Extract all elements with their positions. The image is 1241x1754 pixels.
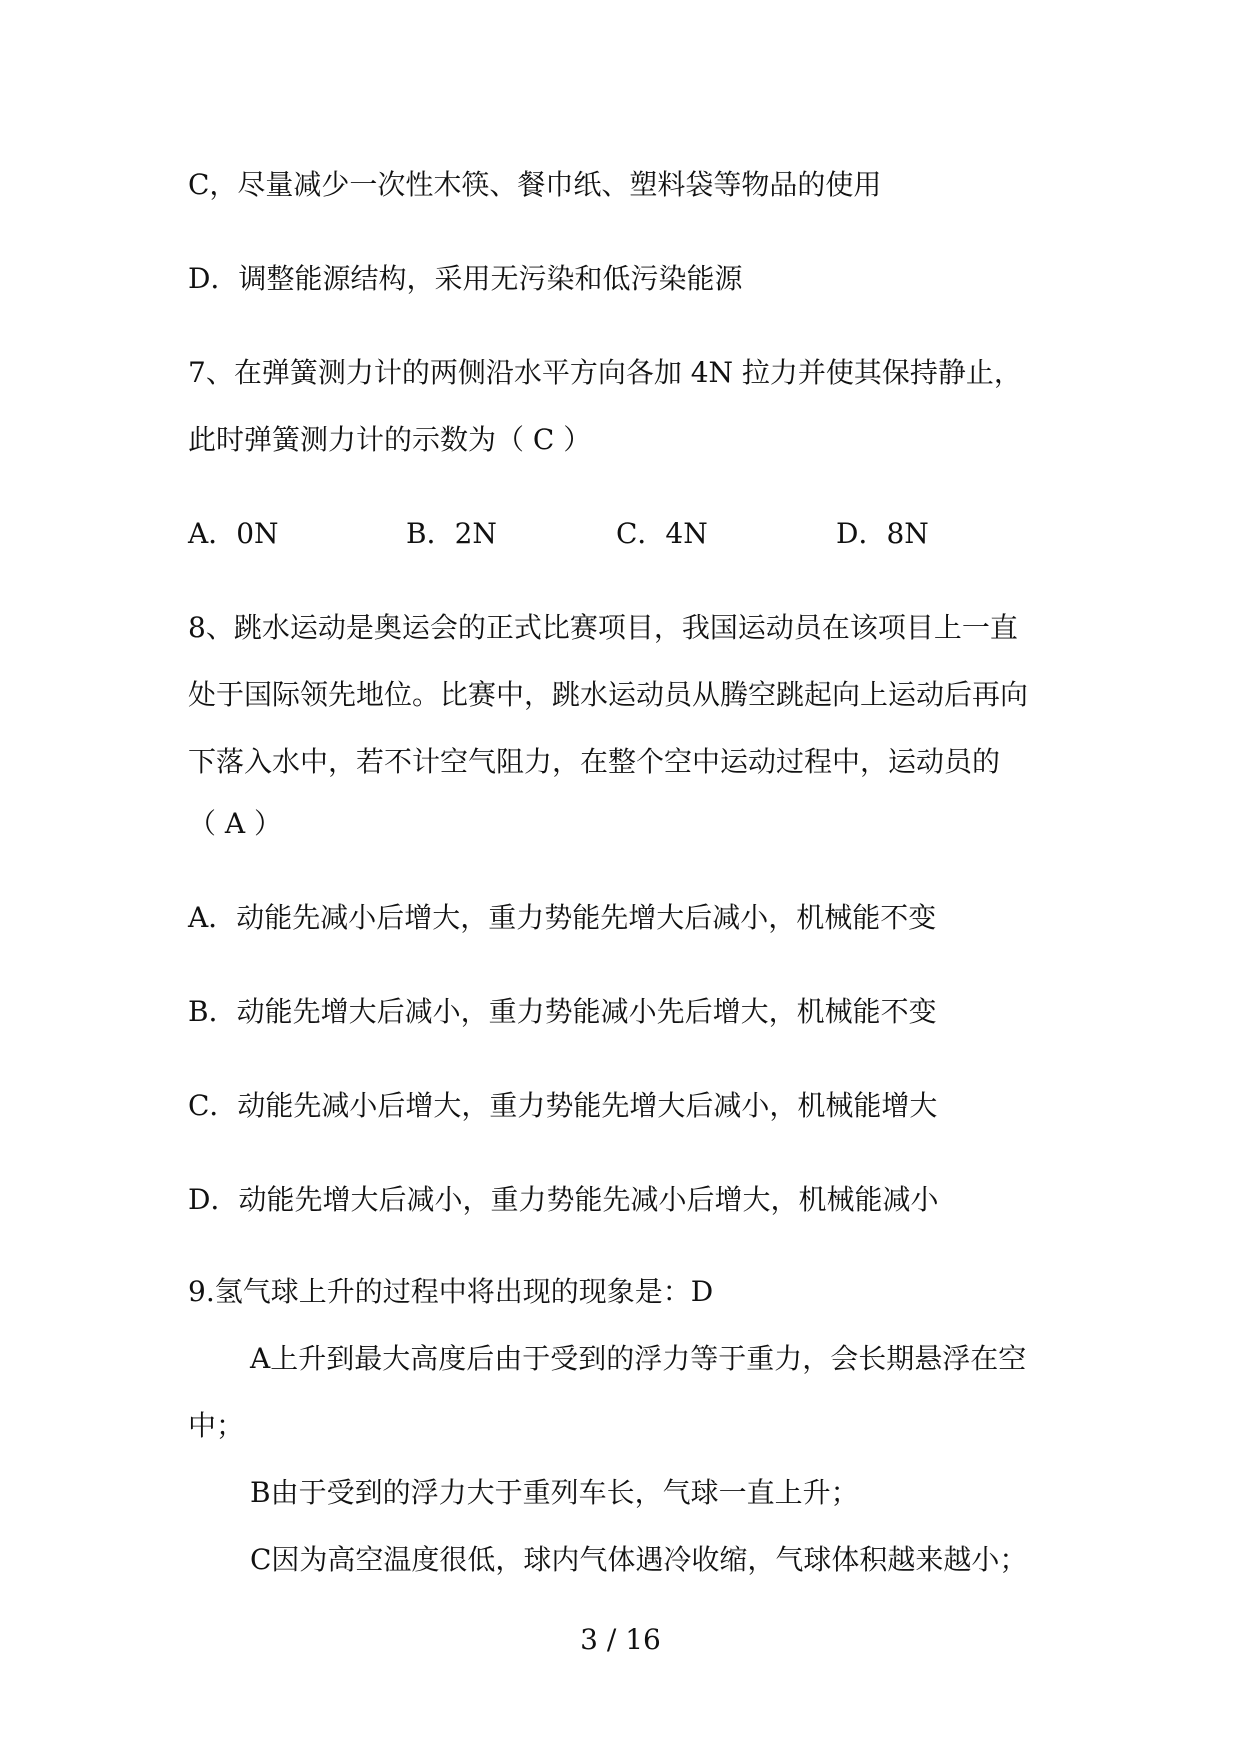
q9-option-c: C因为高空温度很低，球内气体遇冷收缩，气球体积越来越小； xyxy=(250,1543,1028,1576)
q6-option-d: D．调整能源结构，采用无污染和低污染能源 xyxy=(188,262,743,295)
q8-stem-line3: 下落入水中，若不计空气阻力，在整个空中运动过程中，运动员的 xyxy=(188,745,1001,778)
q8-option-d: D．动能先增大后减小，重力势能先减小后增大，机械能减小 xyxy=(188,1183,939,1216)
q7-option-b: B．2N xyxy=(406,517,497,550)
q7-stem-line2: 此时弹簧测力计的示数为（ C ） xyxy=(188,423,592,456)
q8-stem-line2: 处于国际领先地位。比赛中，跳水运动员从腾空跳起向上运动后再向 xyxy=(188,678,1029,711)
q8-answer: （ A ） xyxy=(188,807,283,840)
q8-option-c: C．动能先减小后增大，重力势能先增大后减小，机械能增大 xyxy=(188,1089,938,1122)
page-number: 3 / 16 xyxy=(580,1623,661,1656)
q9-stem: 9.氢气球上升的过程中将出现的现象是：D xyxy=(188,1275,714,1308)
q7-option-d: D．8N xyxy=(836,517,929,550)
q8-stem-line1: 8、跳水运动是奥运会的正式比赛项目，我国运动员在该项目上一直 xyxy=(188,611,1018,644)
q7-option-c: C．4N xyxy=(616,517,708,550)
q7-option-a: A．0N xyxy=(188,517,279,550)
q9-option-a-line1: A上升到最大高度后由于受到的浮力等于重力，会长期悬浮在空 xyxy=(250,1342,1027,1375)
q9-option-a-line2: 中； xyxy=(188,1409,245,1442)
q8-option-b: B．动能先增大后减小，重力势能减小先后增大，机械能不变 xyxy=(188,995,937,1028)
q6-option-c: C，尽量减少一次性木筷、餐巾纸、塑料袋等物品的使用 xyxy=(188,168,882,201)
q7-stem-line1: 7、在弹簧测力计的两侧沿水平方向各加 4N 拉力并使其保持静止， xyxy=(188,356,1022,389)
q8-option-a: A．动能先减小后增大，重力势能先增大后减小，机械能不变 xyxy=(188,901,937,934)
q7-options xyxy=(188,514,1088,554)
q9-option-b: B由于受到的浮力大于重列车长，气球一直上升； xyxy=(250,1476,859,1509)
